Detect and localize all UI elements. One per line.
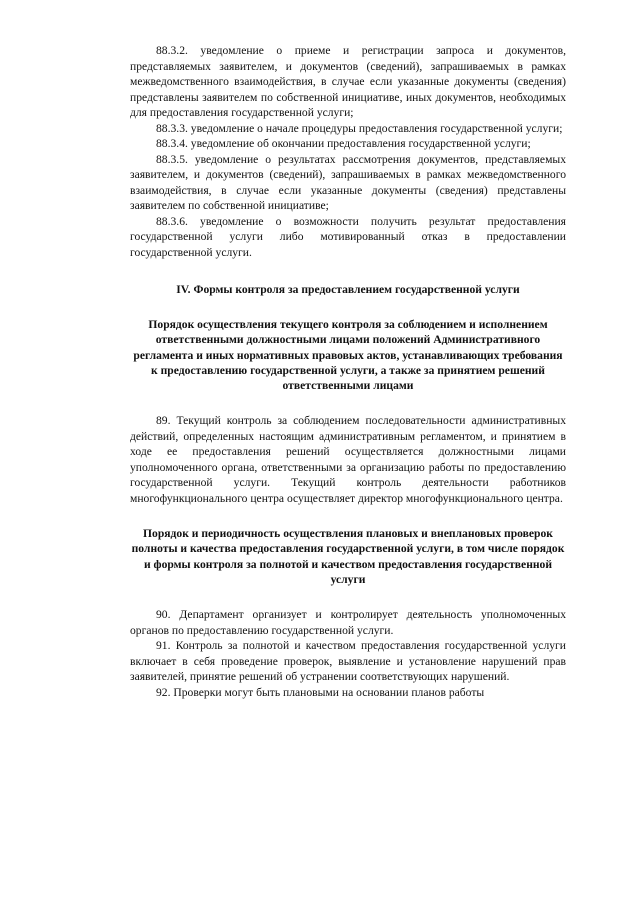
list-item-88-3-6: 88.3.6. уведомление о возможности получить результат предоставления государственной услуги либо мотивированный отказ в предоставлении государственной услуги. (130, 214, 566, 259)
paragraph-92: 92. Проверки могут быть плановыми на основании планов работы (156, 685, 485, 699)
list-item-88-3-2: 88.3.2. уведомление о приеме и регистрации запроса и документов, представляемых заявителем, и документов (сведений), запрашиваемых в рамках межведомственного взаимодействия, в случае если указанные документы (сведения) представлены заявителем по собственной инициативе, иных документов, необходимых для предоставления государственной услуги; (130, 44, 566, 119)
subsection-title-inspections: Порядок и периодичность осуществления плановых и внеплановых проверок полноты и качества предоставления государственной услуги, в том числе порядок и формы контроля за полнотой и качеством предоставления государственной услуги (131, 527, 565, 586)
subsection-title-current-control: Порядок осуществления текущего контроля за соблюдением и исполнением ответственными должностными лицами положений Административного регламента и иных нормативных правовых актов, устанавливающих требования к предоставлению государственной услуги, а также за принятием решений ответственными лицами (133, 318, 563, 393)
list-item-88-3-3: 88.3.3. уведомление о начале процедуры предоставления государственной услуги; (156, 121, 563, 135)
paragraph-91: 91. Контроль за полнотой и качеством предоставления государственной услуги включает в себя проведение проверок, выявление и установление нарушений прав заявителей, принятие решений об устранении соответствующих нарушений. (130, 639, 566, 684)
document-page (130, 43, 566, 700)
paragraph-90: 90. Департамент организует и контролирует деятельность уполномоченных органов по предоставлению государственной услуги. (130, 608, 566, 637)
list-item-88-3-4: 88.3.4. уведомление об окончании предоставления государственной услуги; (156, 137, 531, 150)
section-title: IV. Формы контроля за предоставлением государственной услуги (176, 283, 520, 296)
paragraph-89: 89. Текущий контроль за соблюдением последовательности административных действий, определенных настоящим административным регламентом, и принятием в ходе ее предоставления решений осуществляется должностными лицами уполномоченного органа, ответственными за организацию работы по предоставлению государственной услуги. Текущий контроль деятельности работников многофункционального центра осуществляет директор многофункционального центра. (130, 414, 566, 505)
list-item-88-3-5: 88.3.5. уведомление о результатах рассмотрения документов, представляемых заявителем, и документов (сведений), запрашиваемых в рамках межведомственного взаимодействия, в случае если указанные документы (сведения) представлены заявителем по собственной инициативе; (130, 152, 566, 212)
